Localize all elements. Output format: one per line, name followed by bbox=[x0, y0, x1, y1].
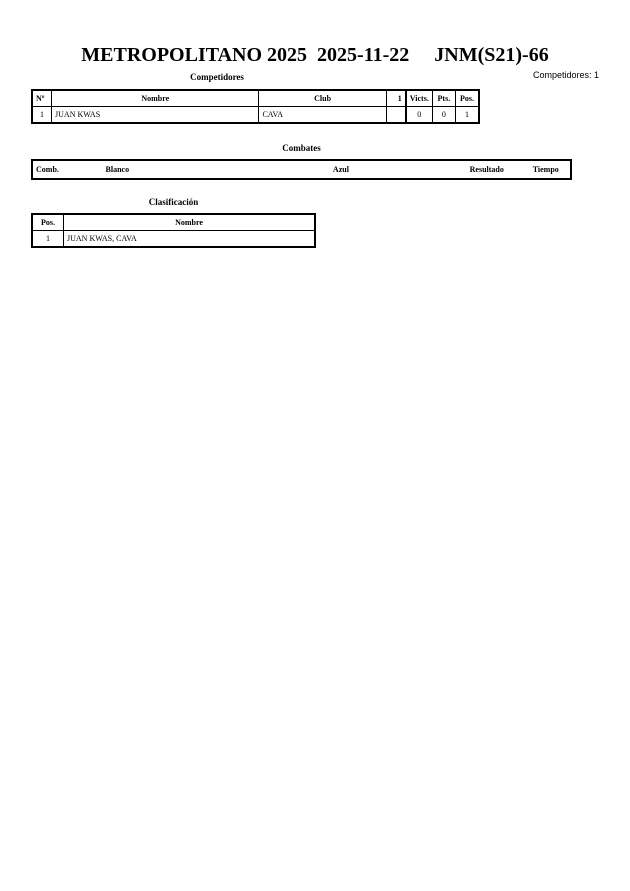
classification-table bbox=[31, 213, 316, 248]
combats-header-row bbox=[32, 160, 571, 179]
competitor-club: CAVA bbox=[259, 107, 386, 124]
competitors-count: Competidores: 1 bbox=[532, 70, 599, 80]
col-club: Club bbox=[259, 90, 386, 107]
combats-table bbox=[31, 159, 572, 180]
col-name: Nombre bbox=[52, 90, 259, 107]
col-class-name: Nombre bbox=[64, 214, 316, 231]
classification-section-title: Clasificación bbox=[148, 197, 199, 207]
classification-header-row bbox=[32, 214, 315, 231]
classification-pos: 1 bbox=[32, 231, 64, 248]
col-blanco: Blanco bbox=[105, 165, 130, 174]
competitors-section-title: Competidores bbox=[190, 72, 244, 82]
col-pts: Pts. bbox=[432, 90, 455, 107]
col-azul: Azul bbox=[332, 165, 349, 174]
col-class-pos: Pos. bbox=[32, 214, 64, 231]
col-tiempo: Tiempo bbox=[532, 165, 559, 174]
competitor-round-1 bbox=[386, 107, 406, 124]
event-name: METROPOLITANO 2025 bbox=[81, 44, 308, 66]
col-victs: Victs. bbox=[406, 90, 433, 107]
table-row bbox=[32, 107, 479, 124]
page-title bbox=[0, 44, 630, 67]
category-name: JNM(S21)-66 bbox=[434, 44, 549, 66]
col-resultado: Resultado bbox=[469, 165, 504, 174]
competitor-num: 1 bbox=[32, 107, 52, 124]
col-num: Nº bbox=[32, 90, 52, 107]
competitor-pos: 1 bbox=[455, 107, 479, 124]
competitor-name: JUAN KWAS bbox=[52, 107, 259, 124]
competitor-victs: 0 bbox=[406, 107, 433, 124]
competitor-pts: 0 bbox=[432, 107, 455, 124]
classification-name: JUAN KWAS, CAVA bbox=[64, 231, 316, 248]
col-comb: Comb. bbox=[36, 165, 59, 174]
col-pos: Pos. bbox=[455, 90, 479, 107]
competitors-header-row bbox=[32, 90, 479, 107]
competitors-table bbox=[31, 89, 480, 124]
combats-section-title: Combates bbox=[282, 143, 321, 153]
event-date: 2025-11-22 bbox=[317, 44, 410, 66]
table-row bbox=[32, 231, 315, 248]
col-round-1: 1 bbox=[386, 90, 406, 107]
